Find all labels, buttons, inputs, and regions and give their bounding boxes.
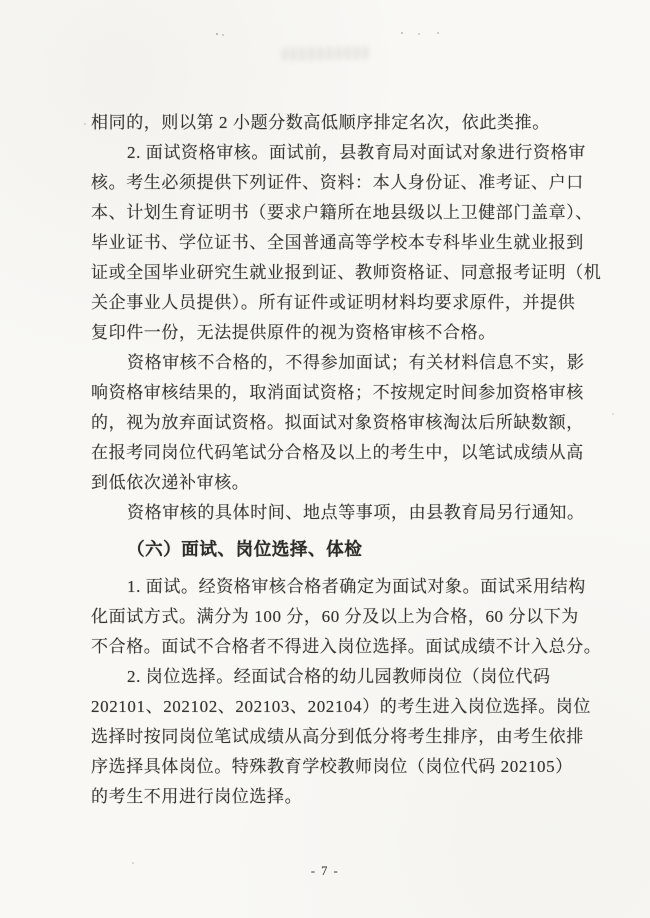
text-line: 复印件一份，无法提供原件的视为资格审核不合格。 xyxy=(91,323,496,342)
text-line: 关企事业人员提供）。所有证件或证明材料均要求原件，并提供 xyxy=(91,293,576,312)
text-line: 选择时按同岗位笔试成绩从高分到低分将考生排序，由考生依排 xyxy=(91,727,584,746)
text-line: 资格审核的具体时间、地点等事项，由县教育局另行通知。 xyxy=(127,503,585,522)
text-line: 毕业证书、学位证书、全国普通高等学校本专科毕业生就业报到 xyxy=(91,233,584,252)
text-line: 化面试方式。满分为 100 分，60 分及以上为合格，60 分以下为 xyxy=(91,607,579,626)
text-line: 2. 面试资格审核。面试前，县教育局对面试对象进行资格审 xyxy=(127,143,586,162)
text-line: 在报考同岗位代码笔试分合格及以上的考生中，以笔试成绩从高 xyxy=(91,443,584,462)
text-line: 资格审核不合格的，不得参加面试；有关材料信息不实，影 xyxy=(127,353,585,372)
text-line: 序选择具体岗位。特殊教育学校教师岗位（岗位代码 202105） xyxy=(91,757,573,776)
text-line: 到低依次递补审核。 xyxy=(91,473,250,492)
text-line: 本、计划生育证明书（要求户籍所在地县级以上卫健部门盖章）、 xyxy=(91,203,593,222)
text-line: 1. 面试。经资格审核合格者确定为面试对象。面试采用结构 xyxy=(127,577,586,596)
text-line: 的，视为放弃面试资格。拟面试对象资格审核淘汰后所缺数额， xyxy=(91,413,584,432)
text-line: 相同的，则以第 2 小题分数高低顺序排定名次，依此类推。 xyxy=(91,113,550,132)
document-body xyxy=(91,108,602,812)
text-line: 202101、202102、202103、202104）的考生进入岗位选择。岗位 xyxy=(91,697,591,716)
text-line: 证或全国毕业研究生就业报到证、教师资格证、同意报考证明（机 xyxy=(91,263,602,282)
text-line: 核。考生必须提供下列证件、资料：本人身份证、准考证、户口 xyxy=(91,173,584,192)
text-line: 不合格。面试不合格者不得进入岗位选择。面试成绩不计入总分。 xyxy=(91,637,602,656)
text-line: 的考生不用进行岗位选择。 xyxy=(91,787,303,806)
ink-bleed-smudge xyxy=(282,46,370,61)
text-line: 2. 岗位选择。经面试合格的幼儿园教师岗位（岗位代码 xyxy=(127,667,551,686)
text-line: 响资格审核结果的，取消面试资格；不按规定时间参加资格审核 xyxy=(91,383,584,402)
scan-noise-speckles xyxy=(0,0,2,2)
section-heading: （六）面试、岗位选择、体检 xyxy=(127,539,363,559)
page-number: - 7 - xyxy=(310,864,340,878)
